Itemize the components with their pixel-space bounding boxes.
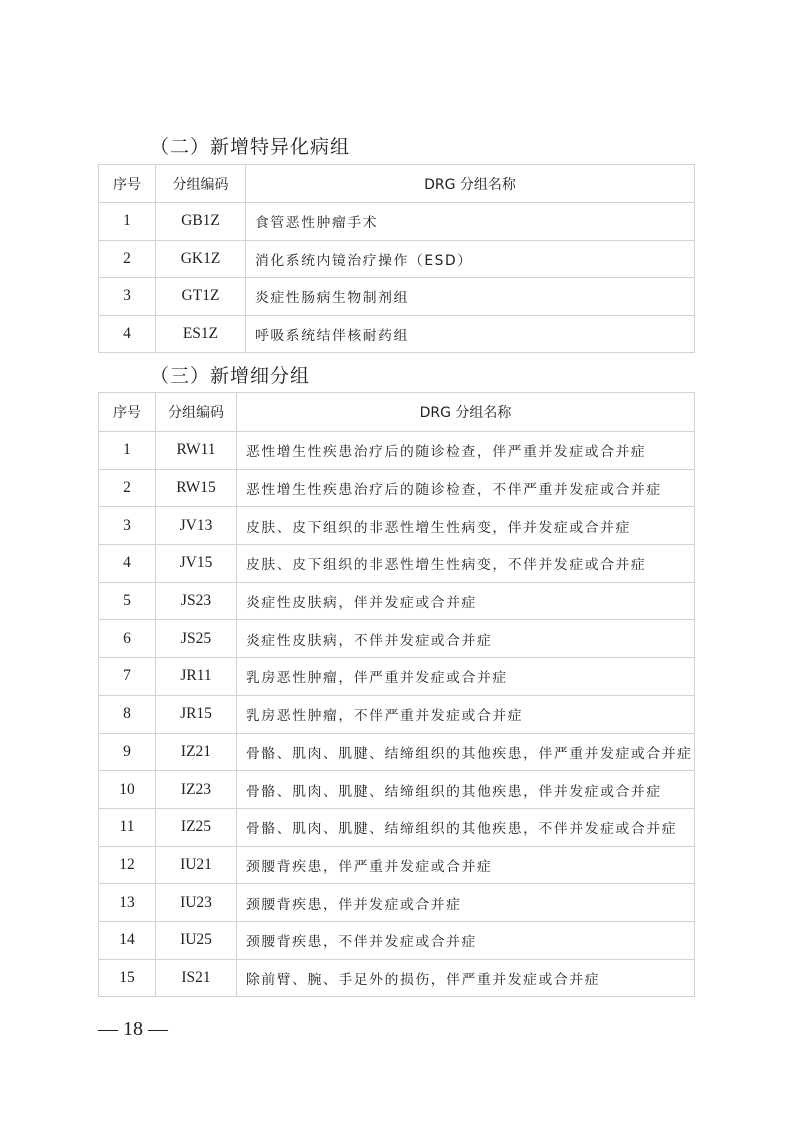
table-row bbox=[99, 582, 695, 620]
cell-name: 颈腰背疾患，伴并发症或合并症 bbox=[237, 884, 695, 922]
cell-name: 除前臂、腕、手足外的损伤，伴严重并发症或合并症 bbox=[237, 959, 695, 997]
cell-index: 5 bbox=[99, 582, 156, 620]
table-row bbox=[99, 884, 695, 922]
cell-name: 食管恶性肿瘤手术 bbox=[246, 203, 695, 241]
cell-name: 消化系统内镜治疗操作（ESD） bbox=[246, 240, 695, 278]
header-name: DRG 分组名称 bbox=[237, 393, 695, 432]
cell-index: 6 bbox=[99, 620, 156, 658]
table-header-row bbox=[99, 165, 695, 203]
section-heading-specialized-groups: （二）新增特异化病组 bbox=[150, 136, 351, 158]
table-row bbox=[99, 432, 695, 470]
table-row bbox=[99, 959, 695, 997]
cell-name: 骨骼、肌肉、肌腱、结缔组织的其他疾患，伴并发症或合并症 bbox=[237, 771, 695, 809]
table-row bbox=[99, 921, 695, 959]
cell-name: 炎症性肠病生物制剂组 bbox=[246, 278, 695, 316]
cell-name: 颈腰背疾患，不伴并发症或合并症 bbox=[237, 921, 695, 959]
cell-name: 呼吸系统结伴核耐药组 bbox=[246, 315, 695, 353]
cell-index: 3 bbox=[99, 507, 156, 545]
cell-index: 1 bbox=[99, 432, 156, 470]
cell-code: ES1Z bbox=[156, 315, 246, 353]
table-row bbox=[99, 620, 695, 658]
cell-name: 骨骼、肌肉、肌腱、结缔组织的其他疾患，不伴并发症或合并症 bbox=[237, 808, 695, 846]
table-row bbox=[99, 507, 695, 545]
cell-code: IU23 bbox=[156, 884, 237, 922]
table-row bbox=[99, 771, 695, 809]
cell-name: 炎症性皮肤病，不伴并发症或合并症 bbox=[237, 620, 695, 658]
table-row bbox=[99, 695, 695, 733]
page-number: — 18 — bbox=[98, 1018, 168, 1040]
header-code: 分组编码 bbox=[156, 393, 237, 432]
cell-code: IU21 bbox=[156, 846, 237, 884]
table-row bbox=[99, 315, 695, 353]
cell-index: 13 bbox=[99, 884, 156, 922]
cell-code: IZ23 bbox=[156, 771, 237, 809]
cell-code: JR11 bbox=[156, 658, 237, 696]
cell-code: JV13 bbox=[156, 507, 237, 545]
cell-code: JS25 bbox=[156, 620, 237, 658]
table-row bbox=[99, 846, 695, 884]
cell-name: 炎症性皮肤病，伴并发症或合并症 bbox=[237, 582, 695, 620]
cell-name: 恶性增生性疾患治疗后的随诊检查，伴严重并发症或合并症 bbox=[237, 432, 695, 470]
subdivided-groups-table bbox=[98, 392, 695, 997]
cell-name: 恶性增生性疾患治疗后的随诊检查，不伴严重并发症或合并症 bbox=[237, 469, 695, 507]
cell-name: 骨骼、肌肉、肌腱、结缔组织的其他疾患，伴严重并发症或合并症 bbox=[237, 733, 695, 771]
cell-name: 颈腰背疾患，伴严重并发症或合并症 bbox=[237, 846, 695, 884]
cell-name: 乳房恶性肿瘤，伴严重并发症或合并症 bbox=[237, 658, 695, 696]
table-row bbox=[99, 203, 695, 241]
cell-code: GK1Z bbox=[156, 240, 246, 278]
cell-index: 2 bbox=[99, 240, 156, 278]
cell-code: GB1Z bbox=[156, 203, 246, 241]
cell-index: 10 bbox=[99, 771, 156, 809]
cell-code: IZ21 bbox=[156, 733, 237, 771]
cell-index: 2 bbox=[99, 469, 156, 507]
cell-index: 4 bbox=[99, 315, 156, 353]
cell-code: RW11 bbox=[156, 432, 237, 470]
cell-name: 皮肤、皮下组织的非恶性增生性病变，伴并发症或合并症 bbox=[237, 507, 695, 545]
cell-index: 4 bbox=[99, 545, 156, 583]
cell-code: IZ25 bbox=[156, 808, 237, 846]
cell-index: 3 bbox=[99, 278, 156, 316]
table-row bbox=[99, 240, 695, 278]
header-index: 序号 bbox=[99, 165, 156, 203]
cell-index: 12 bbox=[99, 846, 156, 884]
specialized-groups-table bbox=[98, 164, 695, 353]
table-header-row bbox=[99, 393, 695, 432]
cell-index: 9 bbox=[99, 733, 156, 771]
table-row bbox=[99, 658, 695, 696]
cell-index: 15 bbox=[99, 959, 156, 997]
section-heading-subdivided-groups: （三）新增细分组 bbox=[150, 365, 311, 387]
cell-code: JS23 bbox=[156, 582, 237, 620]
header-code: 分组编码 bbox=[156, 165, 246, 203]
cell-code: RW15 bbox=[156, 469, 237, 507]
cell-index: 11 bbox=[99, 808, 156, 846]
table-row bbox=[99, 278, 695, 316]
cell-code: JR15 bbox=[156, 695, 237, 733]
cell-name: 皮肤、皮下组织的非恶性增生性病变，不伴并发症或合并症 bbox=[237, 545, 695, 583]
table-row bbox=[99, 733, 695, 771]
cell-code: IS21 bbox=[156, 959, 237, 997]
cell-code: JV15 bbox=[156, 545, 237, 583]
header-index: 序号 bbox=[99, 393, 156, 432]
cell-code: IU25 bbox=[156, 921, 237, 959]
cell-index: 8 bbox=[99, 695, 156, 733]
cell-index: 7 bbox=[99, 658, 156, 696]
cell-name: 乳房恶性肿瘤，不伴严重并发症或合并症 bbox=[237, 695, 695, 733]
table-row bbox=[99, 808, 695, 846]
table-row bbox=[99, 469, 695, 507]
cell-index: 14 bbox=[99, 921, 156, 959]
table-row bbox=[99, 545, 695, 583]
cell-code: GT1Z bbox=[156, 278, 246, 316]
header-name: DRG 分组名称 bbox=[246, 165, 695, 203]
cell-index: 1 bbox=[99, 203, 156, 241]
